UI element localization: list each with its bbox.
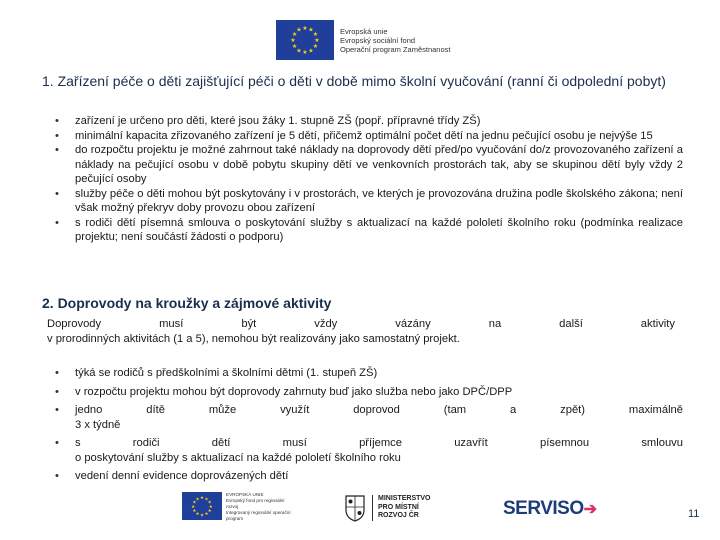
list-item-text: • s rodiči dětí musí příjemce uzavřít písemnou smlouvu bbox=[75, 437, 683, 449]
svg-text:★: ★ bbox=[302, 25, 308, 32]
svg-text:★: ★ bbox=[207, 509, 212, 514]
svg-text:★: ★ bbox=[208, 504, 213, 510]
list-item: • s rodiči dětí písemná smlouva o poskytování služby s aktualizací na každé pololetí školního roku (podmínka realizace projektu; není součástí žádosti o podporu) bbox=[55, 216, 683, 245]
ministry-line: ROZVOJ ČR bbox=[378, 512, 419, 520]
eu-flag-icon bbox=[182, 492, 222, 520]
svg-text:★: ★ bbox=[312, 43, 319, 50]
svg-text:★: ★ bbox=[192, 500, 197, 506]
list-item bbox=[55, 403, 683, 432]
ministry-line: PRO MÍSTNÍ bbox=[378, 503, 419, 511]
eu-erdf-line: Integrovaný regionální operační program bbox=[226, 510, 291, 521]
svg-text:★: ★ bbox=[296, 47, 302, 55]
state-emblem-icon bbox=[344, 494, 366, 522]
page-number: 11 bbox=[688, 508, 700, 520]
list-item-text: vedení denní evidence doprovázených dětí bbox=[75, 470, 289, 482]
list-item-text-cont: o poskytování služby s aktualizací na každé pololetí školního roku bbox=[75, 451, 401, 464]
svg-text:★: ★ bbox=[195, 512, 200, 518]
section1-heading: 1. Zařízení péče o děti zajišťující péči o děti v době mimo školní vyučování (ranní či odpolední pobyt) bbox=[42, 73, 666, 89]
list-item: • do rozpočtu projektu je možné zahrnout také náklady na doprovody dětí před/po vyučování do/z provozovaného zařízení a náklady na pečující osobu v době pobytu skupiny dětí ve venkovních prostorách tak, aby se skupinou dětí byly vždy 2 pečující osoby bbox=[55, 143, 683, 187]
eu-flag-icon bbox=[276, 20, 334, 60]
eu-esf-logo bbox=[276, 16, 486, 64]
list-item-text-cont: 3 x týdně bbox=[75, 418, 121, 431]
serviso-wordmark bbox=[503, 498, 597, 520]
svg-text:★: ★ bbox=[296, 26, 302, 34]
section2-heading: 2. Doprovody na kroužky a zájmové aktivity bbox=[42, 295, 332, 311]
svg-text:★: ★ bbox=[314, 37, 320, 44]
svg-text:★: ★ bbox=[308, 47, 314, 55]
svg-text:★: ★ bbox=[204, 512, 209, 518]
list-item bbox=[55, 469, 683, 484]
svg-text:★: ★ bbox=[291, 43, 298, 50]
eu-logo-line: Evropský sociální fond bbox=[340, 35, 416, 45]
section1-list bbox=[55, 114, 683, 245]
eu-erdf-text bbox=[226, 492, 294, 522]
svg-text:★: ★ bbox=[199, 496, 205, 501]
ministry-text bbox=[372, 495, 431, 521]
svg-text:★: ★ bbox=[191, 504, 196, 510]
serviso-logo bbox=[503, 496, 597, 522]
serviso-text: SERVISO bbox=[503, 498, 584, 519]
list-item bbox=[55, 385, 683, 400]
list-item-text: v rozpočtu projektu mohou být doprovody zahrnuty buď jako služba nebo jako DPČ/DPP bbox=[75, 385, 513, 398]
eu-erdf-logo bbox=[182, 492, 294, 524]
svg-text:★: ★ bbox=[302, 49, 308, 56]
svg-text:★: ★ bbox=[192, 509, 197, 514]
svg-text:★: ★ bbox=[290, 37, 296, 44]
eu-erdf-line: Evropský fond pro regionální rozvoj bbox=[226, 498, 285, 509]
list-item: • služby péče o děti mohou být poskytovány i v prostorách, ve kterých je provozována družina podle školského zákona; není však možný překryv doby provozu obou zařízení bbox=[55, 187, 683, 216]
list-item bbox=[55, 366, 683, 381]
eu-logo-line: Evropská unie bbox=[340, 26, 388, 36]
ministry-logo bbox=[344, 492, 454, 524]
svg-text:★: ★ bbox=[204, 497, 209, 503]
section2-paragraph bbox=[47, 317, 675, 346]
paragraph-line: Doprovody musí být vždy vázány na další aktivity bbox=[47, 318, 675, 330]
eu-logo-text bbox=[340, 27, 450, 54]
ministry-line: MINISTERSTVO bbox=[378, 495, 431, 503]
list-item: • minimální kapacita zřizovaného zařízení je 5 dětí, přičemž optimální počet dětí na jednu pečující osobu je nejvýše 15 bbox=[55, 129, 683, 144]
eu-erdf-line: EVROPSKÁ UNIE bbox=[226, 492, 264, 497]
svg-text:★: ★ bbox=[308, 26, 314, 34]
svg-text:★: ★ bbox=[195, 497, 200, 503]
eu-logo-line: Operační program Zaměstnanost bbox=[340, 44, 451, 54]
svg-text:★: ★ bbox=[207, 500, 212, 506]
list-item bbox=[55, 436, 683, 465]
footer-logos bbox=[0, 488, 720, 528]
list-item-text: • jedno dítě může využít doprovod (tam a zpět) maximálně bbox=[75, 404, 683, 416]
svg-text:★: ★ bbox=[199, 513, 205, 519]
serviso-arrow-icon: ➔ bbox=[583, 501, 597, 518]
section2-list bbox=[55, 366, 683, 488]
svg-text:★: ★ bbox=[312, 31, 319, 38]
list-item-text: týká se rodičů s předškolními a školními dětmi (1. stupeň ZŠ) bbox=[75, 367, 378, 379]
svg-text:★: ★ bbox=[291, 31, 298, 38]
paragraph-line: v prorodinných aktivitách (1 a 5), nemohou být realizovány jako samostatný projekt. bbox=[47, 332, 460, 345]
list-item: • zařízení je určeno pro děti, které jsou žáky 1. stupně ZŠ (popř. přípravné třídy ZŠ) bbox=[55, 114, 683, 129]
